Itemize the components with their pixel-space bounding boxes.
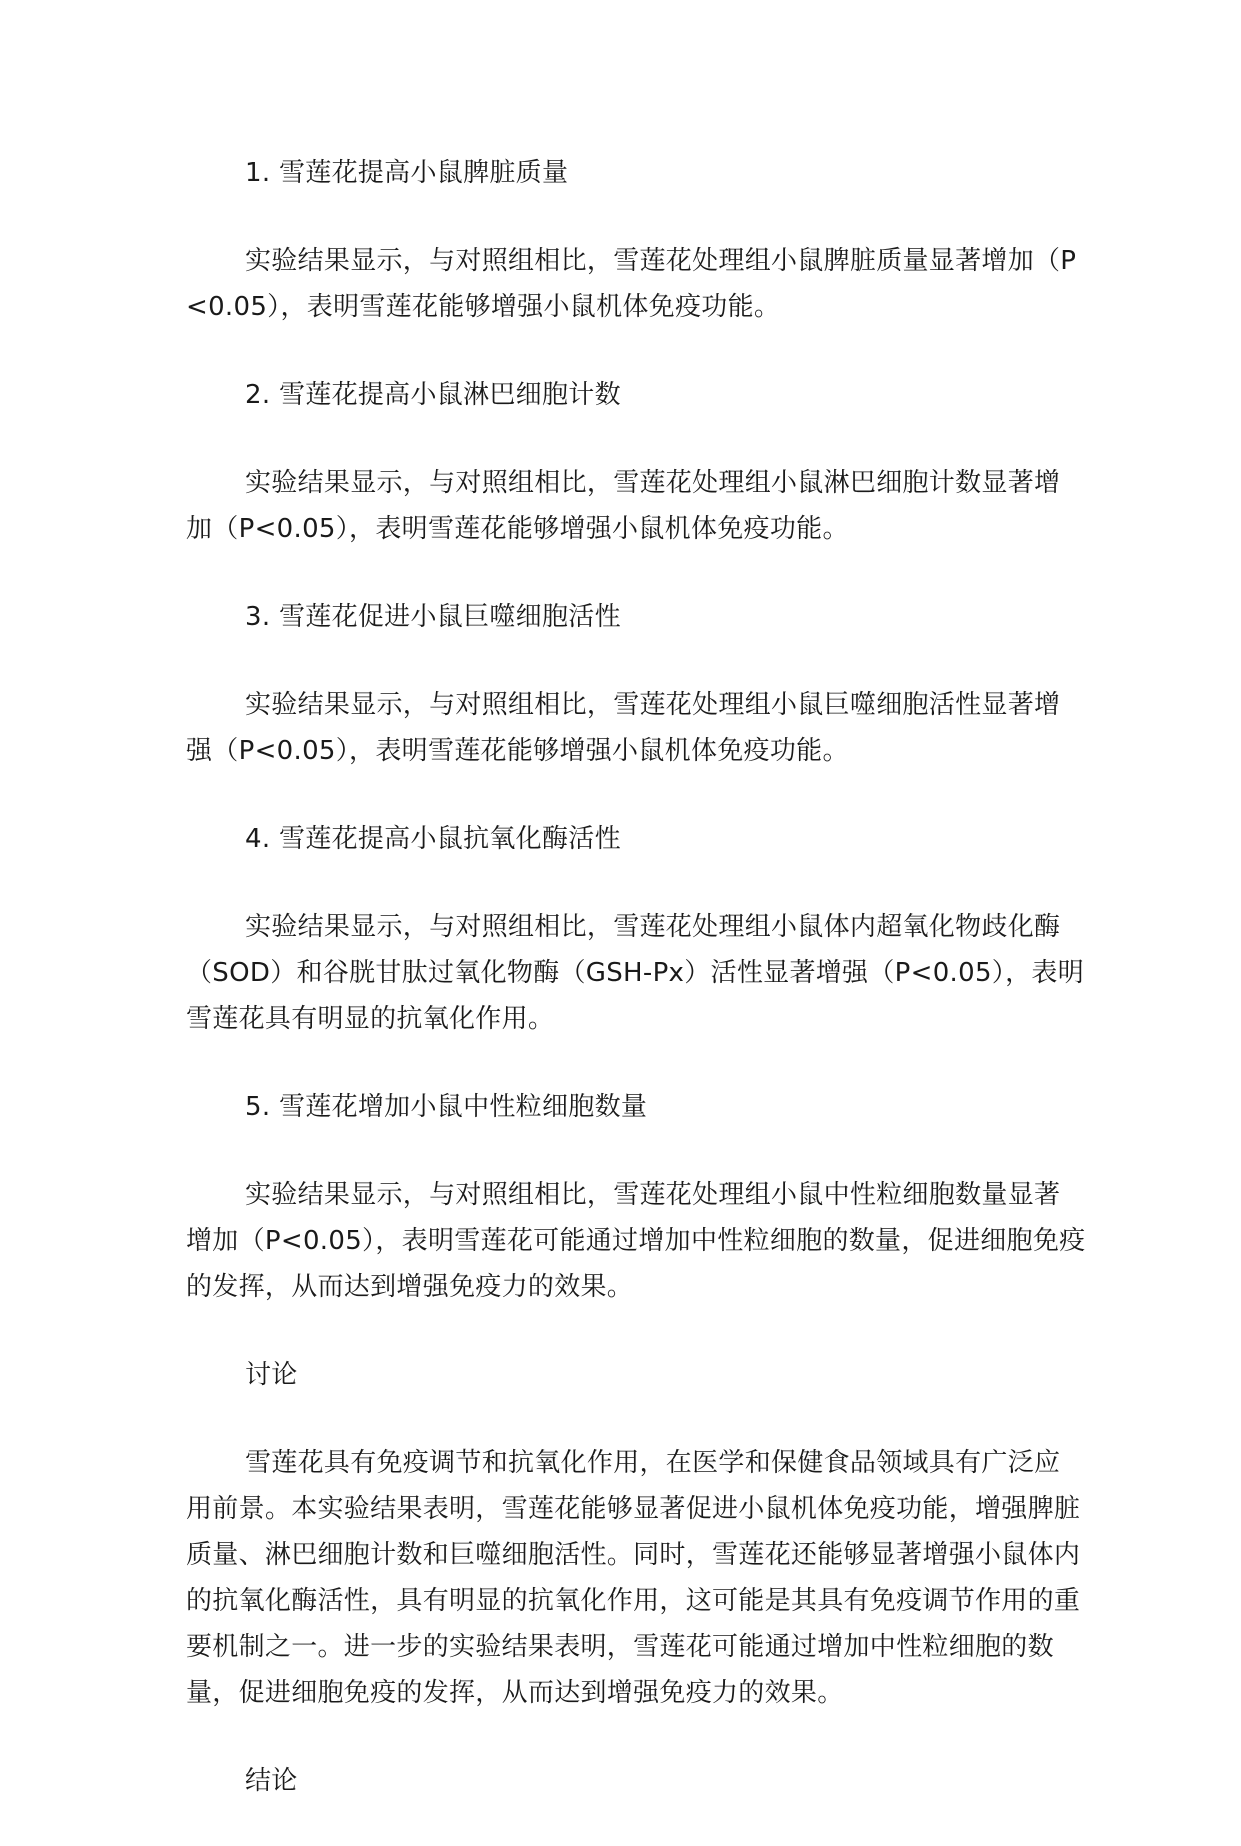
discussion-paragraph: 雪莲花具有免疫调节和抗氧化作用，在医学和保健食品领域具有广泛应用前景。本实验结果表明，雪莲花能够显著促进小鼠机体免疫功能，增强脾脏质量、淋巴细胞计数和巨噬细胞活性。同时，雪莲花还能够显著增强小鼠体内的抗氧化酶活性，具有明显的抗氧化作用，这可能是其具有免疫调节作用的重要机制之一。进一步的实验结果表明，雪莲花可能通过增加中性粒细胞的数量，促进细胞免疫的发挥，从而达到增强免疫力的效果。	[186, 1448, 1081, 1708]
document-body	[186, 150, 1086, 1846]
section-heading: 4. 雪莲花提高小鼠抗氧化酶活性	[245, 824, 621, 854]
section-heading: 5. 雪莲花增加小鼠中性粒细胞数量	[245, 1092, 648, 1122]
conclusion-heading: 结论	[245, 1766, 298, 1796]
section-heading: 3. 雪莲花促进小鼠巨噬细胞活性	[245, 602, 621, 632]
section-paragraph: 实验结果显示，与对照组相比，雪莲花处理组小鼠巨噬细胞活性显著增强（P<0.05），表明雪莲花能够增强小鼠机体免疫功能。	[186, 690, 1061, 766]
discussion-heading: 讨论	[245, 1360, 298, 1390]
section-paragraph: 实验结果显示，与对照组相比，雪莲花处理组小鼠脾脏质量显著增加（P<0.05），表明雪莲花能够增强小鼠机体免疫功能。	[186, 246, 1077, 322]
section-heading: 1. 雪莲花提高小鼠脾脏质量	[245, 158, 569, 188]
section-heading: 2. 雪莲花提高小鼠淋巴细胞计数	[245, 380, 621, 410]
section-paragraph: 实验结果显示，与对照组相比，雪莲花处理组小鼠体内超氧化物歧化酶（SOD）和谷胱甘肽过氧化物酶（GSH-Px）活性显著增强（P<0.05），表明雪莲花具有明显的抗氧化作用。	[186, 912, 1084, 1034]
section-paragraph: 实验结果显示，与对照组相比，雪莲花处理组小鼠中性粒细胞数量显著增加（P<0.05），表明雪莲花可能通过增加中性粒细胞的数量，促进细胞免疫的发挥，从而达到增强免疫力的效果。	[186, 1180, 1086, 1302]
section-paragraph: 实验结果显示，与对照组相比，雪莲花处理组小鼠淋巴细胞计数显著增加（P<0.05），表明雪莲花能够增强小鼠机体免疫功能。	[186, 468, 1061, 544]
